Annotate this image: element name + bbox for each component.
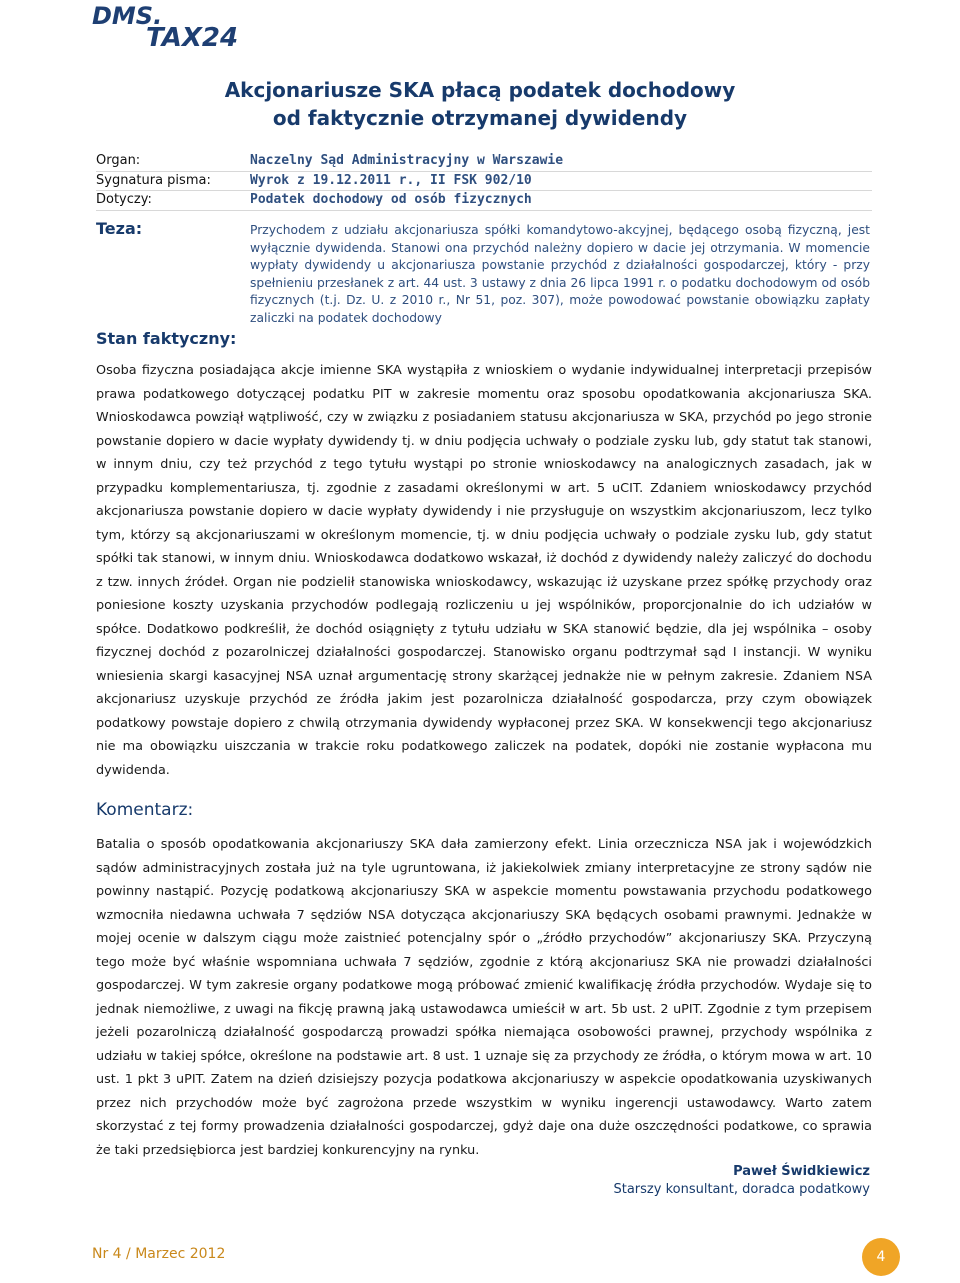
dms-tax24-logo	[92, 2, 252, 48]
meta-value: Wyrok z 19.12.2011 r., II FSK 902/10	[250, 172, 532, 188]
metadata-table	[96, 152, 872, 211]
title-line-1: Akcjonariusze SKA płacą podatek dochodowy	[224, 78, 736, 102]
teza-heading: Teza:	[96, 219, 143, 238]
meta-value: Podatek dochodowy od osób fizycznych	[250, 192, 532, 207]
stan-faktyczny-paragraph: Osoba fizyczna posiadająca akcje imienne SKA wystąpiła z wnioskiem o wydanie indywidualnej interpretacji przepisów prawa podatkowego dotyczącej podatku PIT w zakresie momentu oraz sposobu opodatkowania akcjonariusza SKA. Wnioskodawca powziął wątpliwość, czy w związku z posiadaniem statusu akcjonariusza w SKA, przychód po jego stronie powstanie dopiero w dacie wypłaty dywidendy tj. w dniu podjęcia uchwały o podziale zysku lub, gdy statut tak stanowi, w innym dniu, czy też przychód z tego tytułu wystąpi po stronie wnioskodawcy na analogicznych zasadach, jak w przypadku komplementariusza, tj. zgodnie z zasadami określonymi w art. 5 uCIT. Zdaniem wnioskodawcy przychód akcjonariusza powstanie dopiero w dacie wypłaty dywidendy i nie przysługuje on wszystkim akcjonariuszom, lecz tylko tym, którzy są akcjonariuszami w określonym momencie, tj. w dniu podjęcia uchwały o podziale zysku lub, gdy statut spółki tak stanowi, w innym dniu. Wnioskodawca dodatkowo wskazał, iż dochód z dywidendy należy zaliczyć do dochodu z tzw. innych źródeł. Organ nie podzielił stanowiska wnioskodawcy, wskazując iż uzyskane przez spółkę przychody oraz poniesione koszty uzyskania przychodów podlegają rozliczeniu u jej wspólników, proporcjonalnie do ich udziałów w spółce. Dodatkowo podkreślił, że dochód osiągnięty z tytułu udziału w SKA stanowić będzie, dla jej wspólnika – osoby fizycznej dochód z pozarolniczej działalności gospodarczej. Stanowisko organu podtrzymał sąd I instancji. W wyniku wniesienia skargi kasacyjnej NSA uznał argumentację strony skarżącej jednakże nie w pełnym zakresie. Zdaniem NSA akcjonariusz uzyskuje przychód ze źródła jakim jest pozarolnicza działalność gospodarcza, przy czym obowiązek podatkowy powstaje dopiero z chwilą otrzymania dywidendy wypłaconej przez SKA. W konsekwencji tego akcjonariusz nie ma obowiązku uiszczania w trakcie roku podatkowego zaliczek na podatek, dopóki nie zostanie wypłacona mu dywidenda.	[96, 363, 872, 778]
stan-faktyczny-heading: Stan faktyczny:	[96, 329, 237, 348]
author-block	[613, 1163, 870, 1199]
komentarz-heading: Komentarz:	[96, 800, 194, 820]
logo-text-bottom: TAX24	[146, 23, 239, 48]
meta-row-organ	[96, 152, 872, 172]
document-title	[150, 76, 810, 132]
author-role: Starszy konsultant, doradca podatkowy	[613, 1182, 870, 1197]
meta-label: Sygnatura pisma:	[96, 172, 211, 188]
page-number-badge: 4	[862, 1238, 900, 1276]
meta-value: Naczelny Sąd Administracyjny w Warszawie	[250, 153, 564, 168]
footer-issue: Nr 4 / Marzec 2012	[92, 1246, 226, 1262]
komentarz-paragraph: Batalia o sposób opodatkowania akcjonariuszy SKA dała zamierzony efekt. Linia orzecznicza NSA jak i wojewódzkich sądów administracyjnych została już na tyle ugruntowana, iż jakiekolwiek zmiany interpretacyjne ze strony sądów nie powinny nastąpić. Pozycję podatkową akcjonariuszy SKA w aspekcie momentu powstawania przychodu podatkowego wzmocniła niedawna uchwała 7 sędziów NSA dotycząca akcjonariuszy SKA będących osobami prawnymi. Jednakże w mojej ocenie w dalszym ciągu może zaistnieć potencjalny spór o „źródło przychodów” akcjonariuszy SKA. Przyczyną tego może być właśnie wspomniana uchwała 7 sędziów, zgodnie z którą akcjonariusz SKA nie prowadzi działalności gospodarczej. W tym zakresie organy podatkowe mogą próbować zmienić kwalifikację źródła przychodów. Wydaje się to jednak niemożliwe, z uwagi na fikcję prawną jaką ustawodawca umieścił w art. 5b ust. 2 uPIT. Zgodnie z tym przepisem jeżeli pozarolniczą działalność gospodarczą prowadzi spółka niemająca osobowości prawnej, przychody wspólnika z udziału w takiej spółce, określone na podstawie art. 8 ust. 1 uznaje się za przychody ze źródła, o którym mowa w art. 10 ust. 1 pkt 3 uPIT. Zatem na dzień dzisiejszy pozycja podatkowa akcjonariuszy w aspekcie opodatkowania uzyskiwanych przez nich przychodów może być zagrożona przede wszystkim w wyniku ingerencji ustawodawcy. Warto zatem skorzystać z tej formy prowadzenia działalności gospodarczej, gdyż daje ona duże oszczędności podatkowe, co sprawia że taki przedsiębiorca jest bardziej konkurencyjny na rynku.	[96, 837, 872, 1158]
logo-text-top: DMS.	[92, 2, 163, 30]
meta-row-dotyczy	[96, 191, 872, 211]
meta-label: Organ:	[96, 153, 141, 168]
meta-row-sygnatura	[96, 172, 872, 192]
meta-label: Dotyczy:	[96, 192, 152, 207]
teza-paragraph: Przychodem z udziału akcjonariusza spółki komandytowo-akcyjnej, będącego osobą fizyczną, jest wyłącznie dywidenda. Stanowi ona przychód należny dopiero w dacie jej otrzymania. W momencie wypłaty dywidendy u akcjonariusza powstanie przychód z działalności gospodarczej, który - przy spełnieniu przesłanek z art. 44 ust. 3 ustawy z dnia 26 lipca 1991 r. o podatku dochodowym od osób fizycznych (t.j. Dz. U. z 2010 r., Nr 51, poz. 307), może powodować powstanie obowiązku zapłaty zaliczki na podatek dochodowy	[250, 223, 870, 325]
author-name: Paweł Świdkiewicz	[733, 1164, 870, 1179]
title-line-2: od faktycznie otrzymanej dywidendy	[272, 106, 688, 130]
